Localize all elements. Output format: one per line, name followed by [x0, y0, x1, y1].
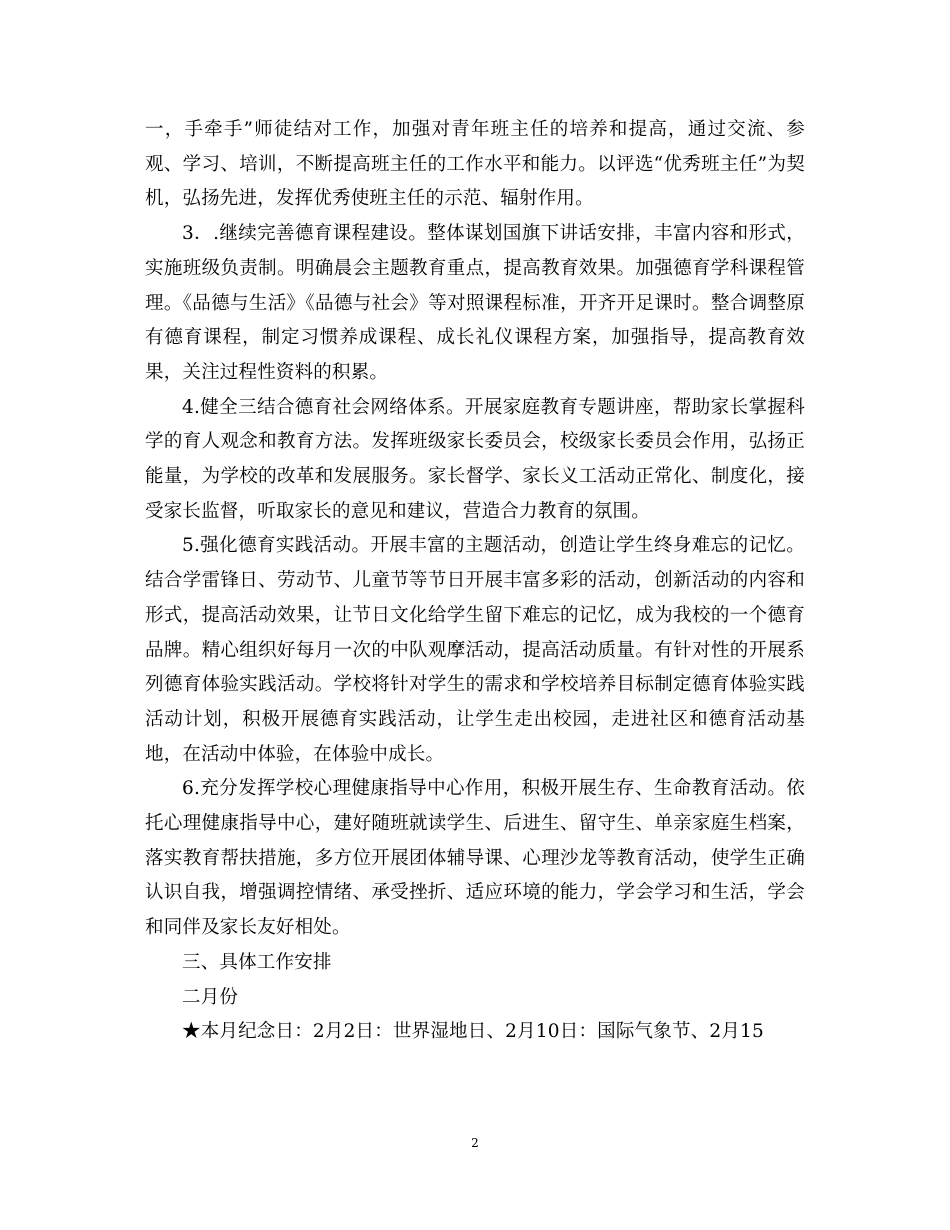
month-heading-february: 二月份: [182, 986, 239, 1008]
paragraph-social-network: 4.健全三结合德育社会网络体系。开展家庭教育专题讲座，帮助家长掌握科学的育人观念和教育方法。发挥班级家长委员会，校级家长委员会作用，弘扬正能量，为学校的改革和发展服务。家长督学、家长义工活动正常化、制度化，接受家长监督，听取家长的意见和建议，营造合力教育的氛围。: [145, 396, 805, 522]
paragraph-practice-activities: 5.强化德育实践活动。开展丰富的主题活动，创造让学生终身难忘的记忆。结合学雷锋日、劳动节、儿童节等节日开展丰富多彩的活动，创新活动的内容和形式，提高活动效果，让节日文化给学生留下难忘的记忆，成为我校的一个德育品牌。精心组织好每月一次的中队观摩活动，提高活动质量。有针对性的开展系列德育体验实践活动。学校将针对学生的需求和学校培养目标制定德育体验实践活动计划，积极开展德育实践活动，让学生走出校园，走进社区和德育活动基地，在活动中体验，在体验中成长。: [145, 535, 805, 765]
paragraph-commemoration-days: ★本月纪念日：2月2日：世界湿地日、2月10日：国际气象节、2月15: [182, 1021, 764, 1043]
paragraph-mentorship: 一，手牵手”师徒结对工作，加强对青年班主任的培养和提高，通过交流、参观、学习、培训，不断提高班主任的工作水平和能力。以评选“优秀班主任”为契机，弘扬先进，发挥优秀使班主任的示范、辐射作用。: [145, 119, 805, 210]
paragraph-mental-health: 6.充分发挥学校心理健康指导中心作用，积极开展生存、生命教育活动。依托心理健康指导中心，建好随班就读学生、后进生、留守生、单亲家庭生档案，落实教育帮扶措施，多方位开展团体辅导课、心理沙龙等教育活动，使学生正确认识自我，增强调控情绪、承受挫折、适应环境的能力，学会学习和生活，学会和同伴及家长友好相处。: [145, 778, 805, 939]
section-heading-arrangements: 三、具体工作安排: [182, 951, 332, 973]
page-number: 2: [471, 1136, 479, 1150]
document-body: [145, 113, 805, 1050]
paragraph-moral-curriculum: 3．.继续完善德育课程建设。整体谋划国旗下讲话安排，丰富内容和形式，实施班级负责制。明确晨会主题教育重点，提高教育效果。加强德育学科课程管理。《品德与生活》《品德与社会》等对照课程标准，开齐开足课时。整合调整原有德育课程，制定习惯养成课程、成长礼仪课程方案，加强指导，提高教育效果，关注过程性资料的积累。: [145, 223, 805, 383]
